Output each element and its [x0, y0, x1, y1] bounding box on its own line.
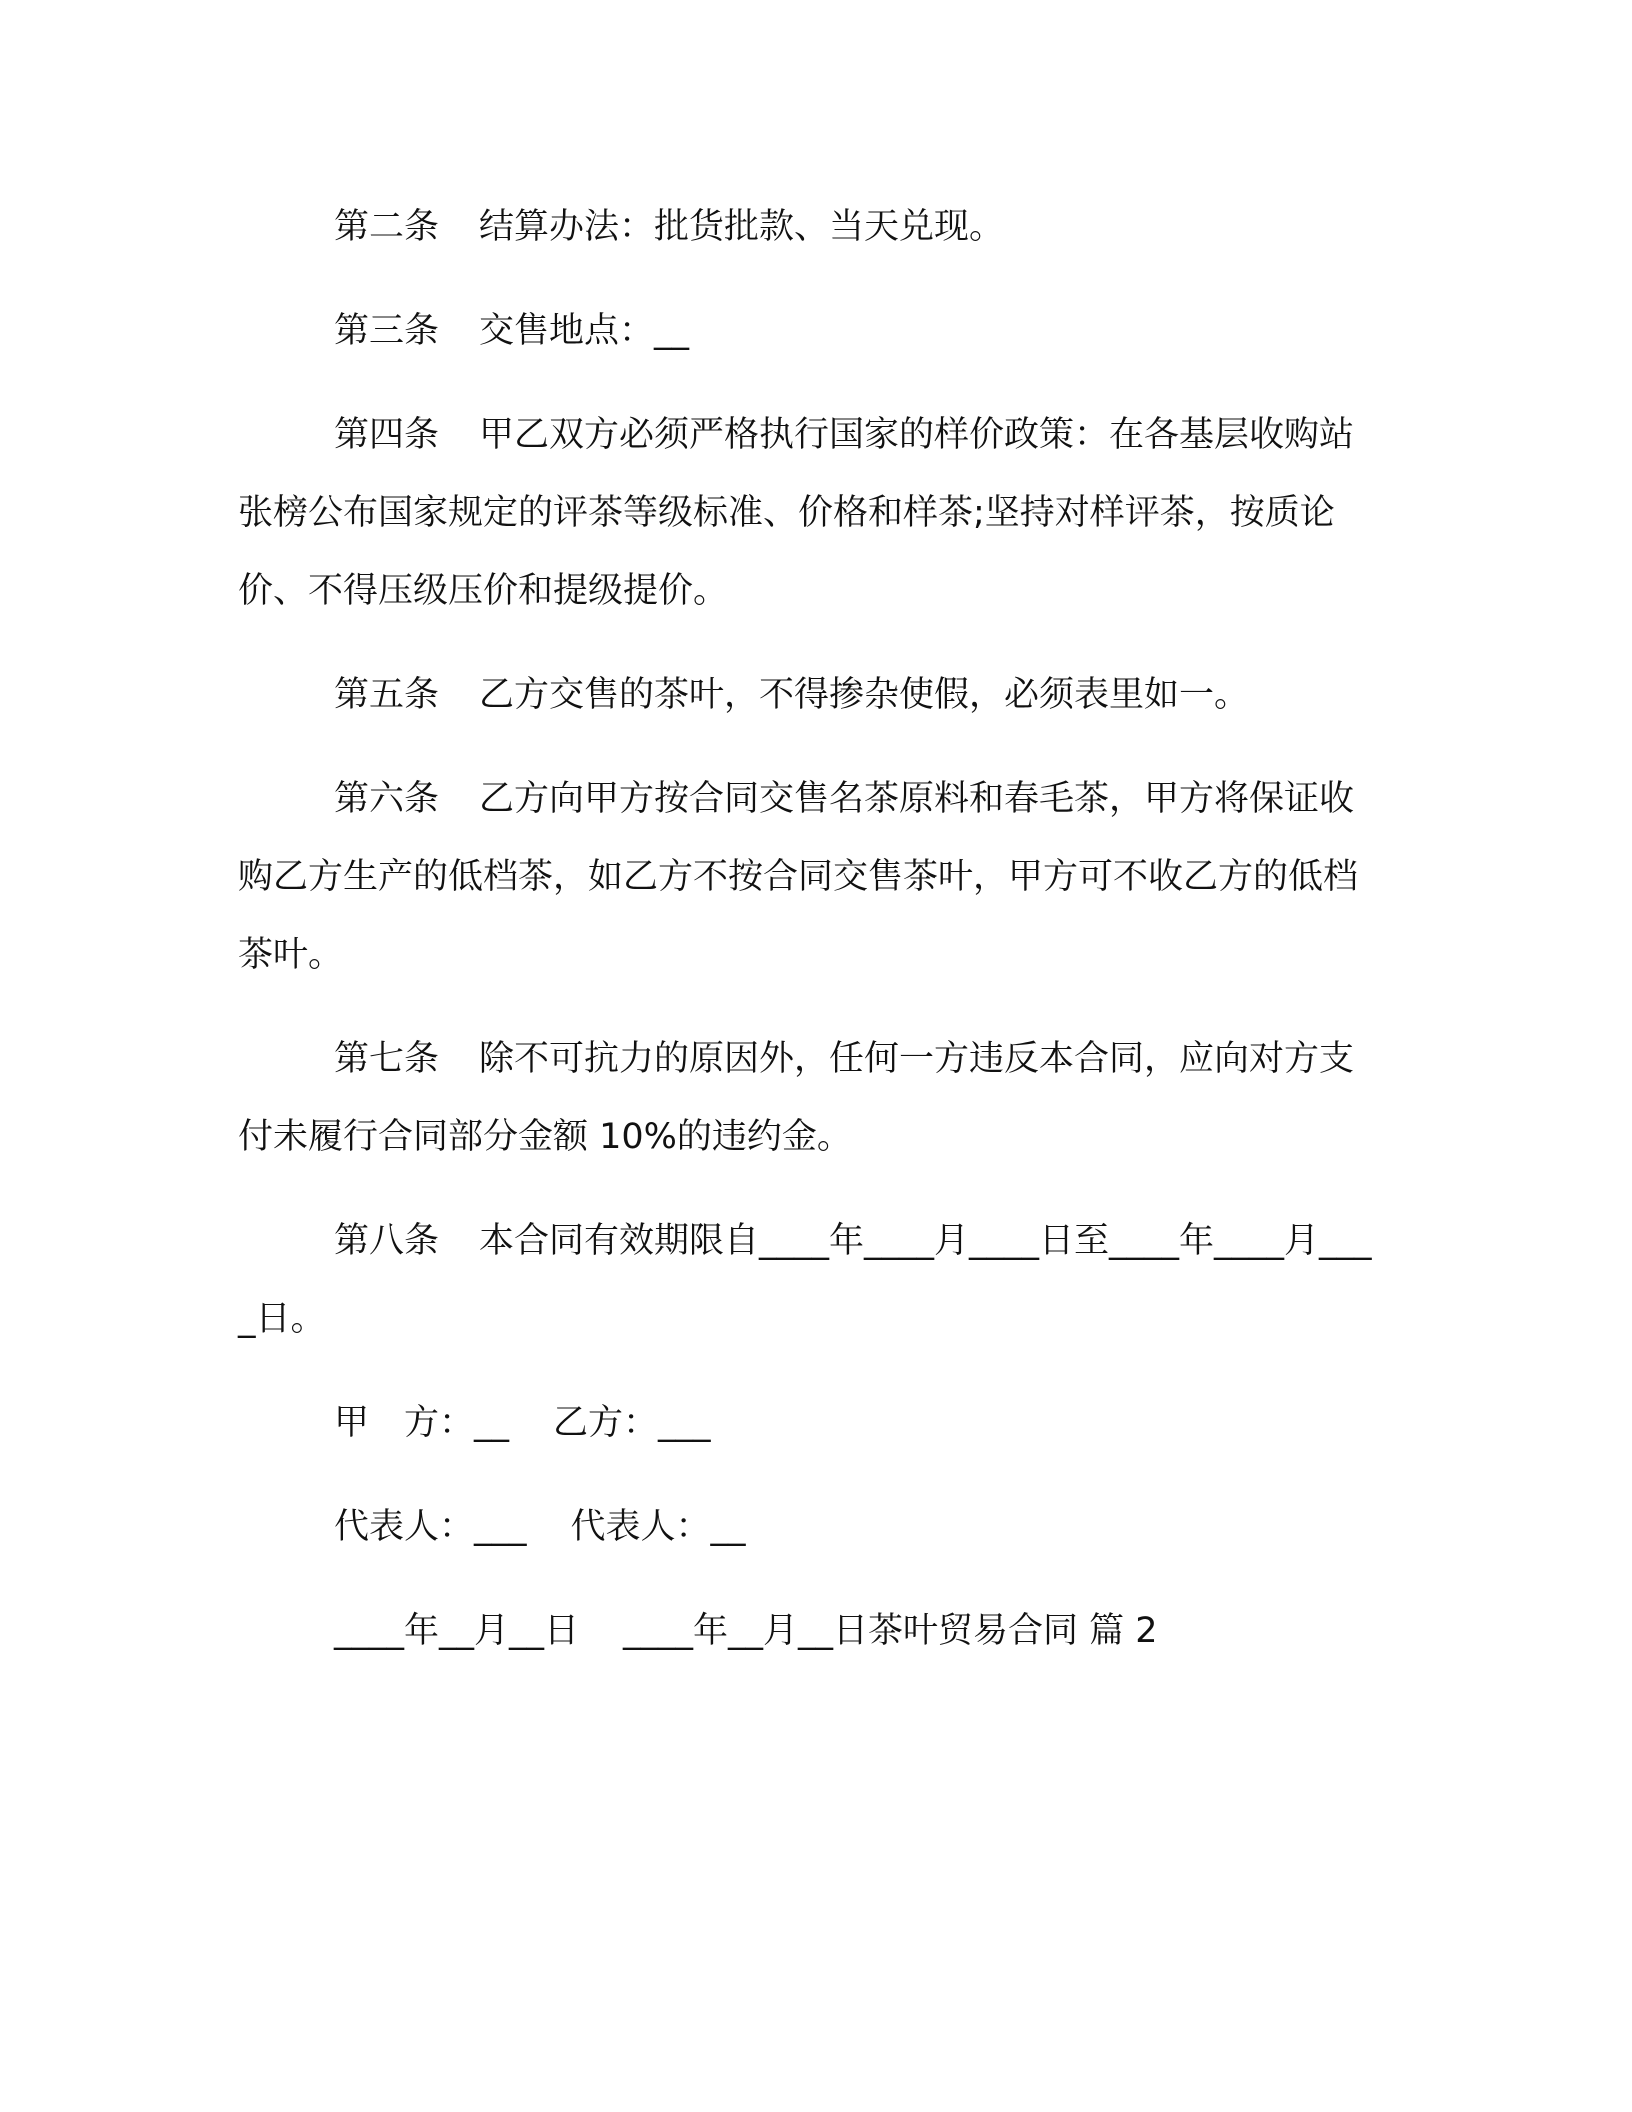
article-5 [238, 656, 1384, 734]
article-2 [238, 188, 1384, 266]
article-text: 除不可抗力的原因外，任何一方违反本合同，应向对方支付未履行合同部分金额 10%的违约金。 [238, 1039, 1355, 1157]
signature-dates [238, 1592, 1384, 1670]
article-8 [238, 1202, 1384, 1358]
article-number: 第三条 [334, 311, 440, 351]
article-number: 第五条 [334, 675, 440, 715]
party-b-field: 乙方：___ [553, 1403, 711, 1443]
date-b-field: ____年__月__日茶叶贸易合同 篇 2 [623, 1611, 1158, 1651]
date-a-field: ____年__月__日 [334, 1611, 580, 1651]
article-number: 第六条 [334, 779, 440, 819]
article-7 [238, 1020, 1384, 1176]
article-text: 乙方向甲方按合同交售名茶原料和春毛茶，甲方将保证收购乙方生产的低档茶，如乙方不按合同交售茶叶，甲方可不收乙方的低档茶叶。 [238, 779, 1359, 975]
contract-body [238, 188, 1384, 1696]
rep-b-field: 代表人：__ [570, 1507, 746, 1547]
article-4 [238, 396, 1384, 630]
article-3 [238, 292, 1384, 370]
rep-a-field: 代表人：___ [334, 1507, 527, 1547]
signature-parties [238, 1384, 1384, 1462]
party-a-field: 甲 方：__ [334, 1403, 510, 1443]
article-6 [238, 760, 1384, 994]
article-text: 本合同有效期限自____年____月____日至____年____月____日。 [238, 1221, 1372, 1339]
article-number: 第八条 [334, 1221, 440, 1261]
article-text: 乙方交售的茶叶，不得掺杂使假，必须表里如一。 [479, 675, 1250, 715]
article-number: 第二条 [334, 207, 440, 247]
article-number: 第七条 [334, 1039, 440, 1079]
signature-representatives [238, 1488, 1384, 1566]
article-text: 甲乙双方必须严格执行国家的样价政策：在各基层收购站张榜公布国家规定的评茶等级标准、价格和样茶;坚持对样评茶，按质论价、不得压级压价和提级提价。 [238, 415, 1355, 611]
article-text: 交售地点：__ [479, 311, 690, 351]
article-number: 第四条 [334, 415, 440, 455]
article-text: 结算办法：批货批款、当天兑现。 [479, 207, 1005, 247]
